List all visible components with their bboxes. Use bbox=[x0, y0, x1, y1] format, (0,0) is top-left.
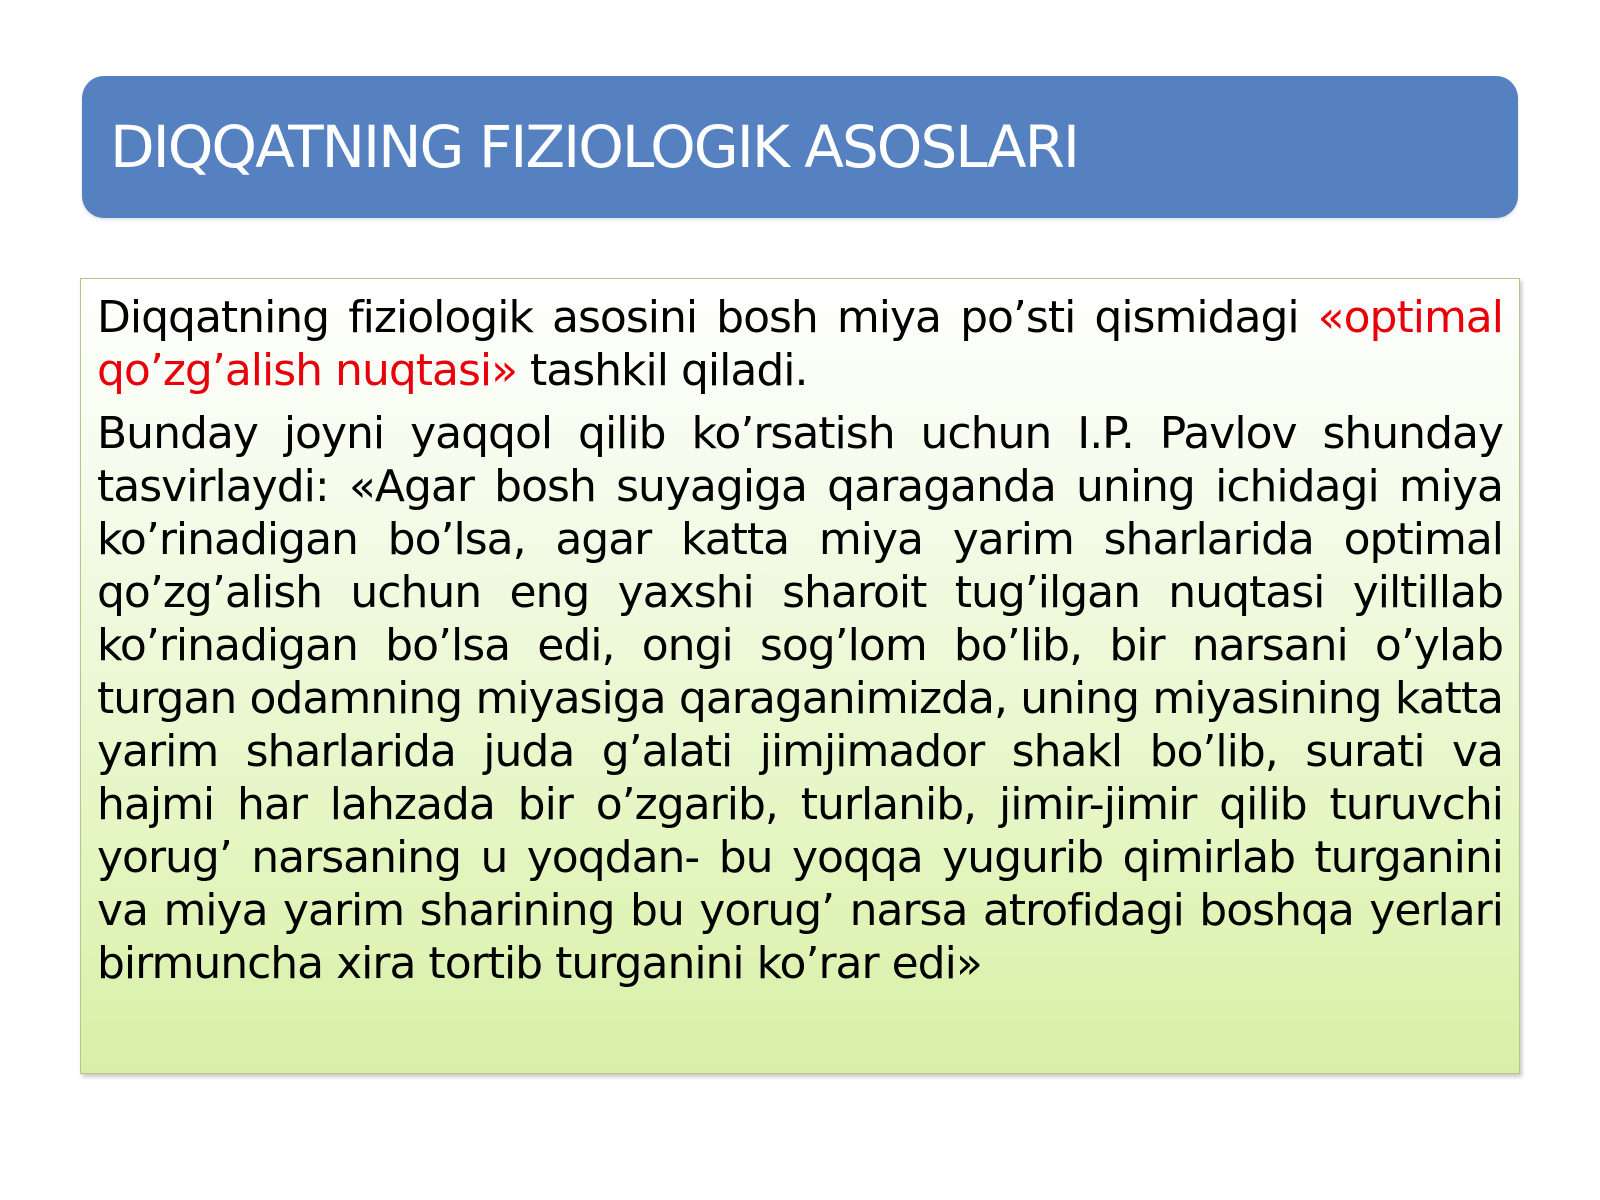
paragraph-definition bbox=[97, 291, 1503, 397]
paragraph-definition-start: Diqqatning fiziologik asosini bosh miya po’sti qismidagi bbox=[97, 292, 1318, 343]
title-banner bbox=[82, 76, 1518, 218]
slide-title: DIQQATNING FIZIOLOGIK ASOSLARI bbox=[110, 113, 1078, 181]
content-box bbox=[80, 278, 1520, 1074]
highlighted-term: «optimal qo’zg’alish nuqtasi» bbox=[97, 292, 1503, 396]
paragraph-pavlov-quote: Bunday joyni yaqqol qilib ko’rsatish uchun I.P. Pavlov shunday tasvirlaydi: «Agar bosh suyagiga qaraganda uning ichidagi miya ko’rinadigan bo’lsa, agar katta miya yarim sharlarida optimal qo’zg’alish uchun eng yaxshi sharoit tug’ilgan nuqtasi yiltillab ko’rinadigan bo’lsa edi, ongi sog’lom bo’lib, bir narsani o’ylab turgan odamning miyasiga qaraganimizda, uning miyasining katta yarim sharlarida juda g’alati jimjimador shakl bo’lib, surati va hajmi har lahzada bir o’zgarib, turlanib, jimir-jimir qilib turuvchi yorug’ narsaning u yoqdan- bu yoqqa yugurib qimirlab turganini va miya yarim sharining bu yorug’ narsa atrofidagi boshqa yerlari birmuncha xira tortib turganini ko’rar edi» bbox=[97, 408, 1503, 989]
paragraph-definition-end: tashkil qiladi. bbox=[517, 345, 808, 396]
